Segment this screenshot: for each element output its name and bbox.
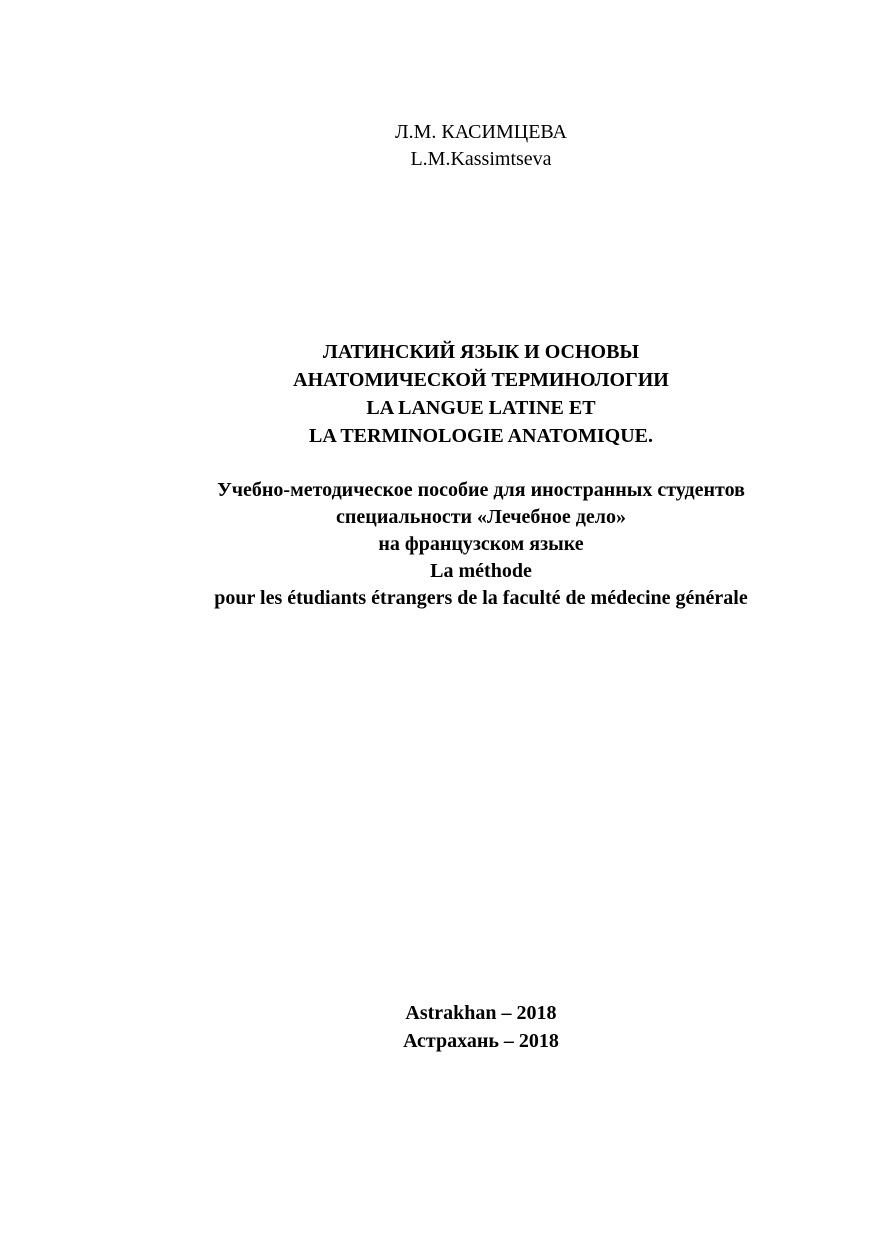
document-subtitle <box>0 477 874 612</box>
title-line: LA LANGUE LATINE ET <box>366 397 596 419</box>
imprint-city-year-fr: Astrakhan – 2018 <box>405 1002 557 1024</box>
subtitle-line: Учебно-методическое пособие для иностранных студентов <box>217 479 745 501</box>
author-block <box>0 119 874 173</box>
title-line: АНАТОМИЧЕСКОЙ ТЕРМИНОЛОГИИ <box>293 369 669 391</box>
author-name-fr: L.M.Kassimtseva <box>410 148 552 170</box>
title-line: LA TERMINOLOGIE ANATOMIQUE. <box>309 425 653 447</box>
author-name-ru: Л.М. КАСИМЦЕВА <box>395 121 567 143</box>
document-title <box>0 338 874 450</box>
imprint-city-year-ru: Астрахань – 2018 <box>403 1030 559 1052</box>
imprint-block <box>0 999 874 1055</box>
subtitle-line: специальности «Лечебное дело» <box>336 506 626 528</box>
title-line: ЛАТИНСКИЙ ЯЗЫК И ОСНОВЫ <box>322 341 640 363</box>
subtitle-line: на французском языке <box>378 533 584 555</box>
subtitle-line: La méthode <box>430 560 532 582</box>
subtitle-line: pour les étudiants étrangers de la faculté de médecine générale <box>214 587 748 609</box>
